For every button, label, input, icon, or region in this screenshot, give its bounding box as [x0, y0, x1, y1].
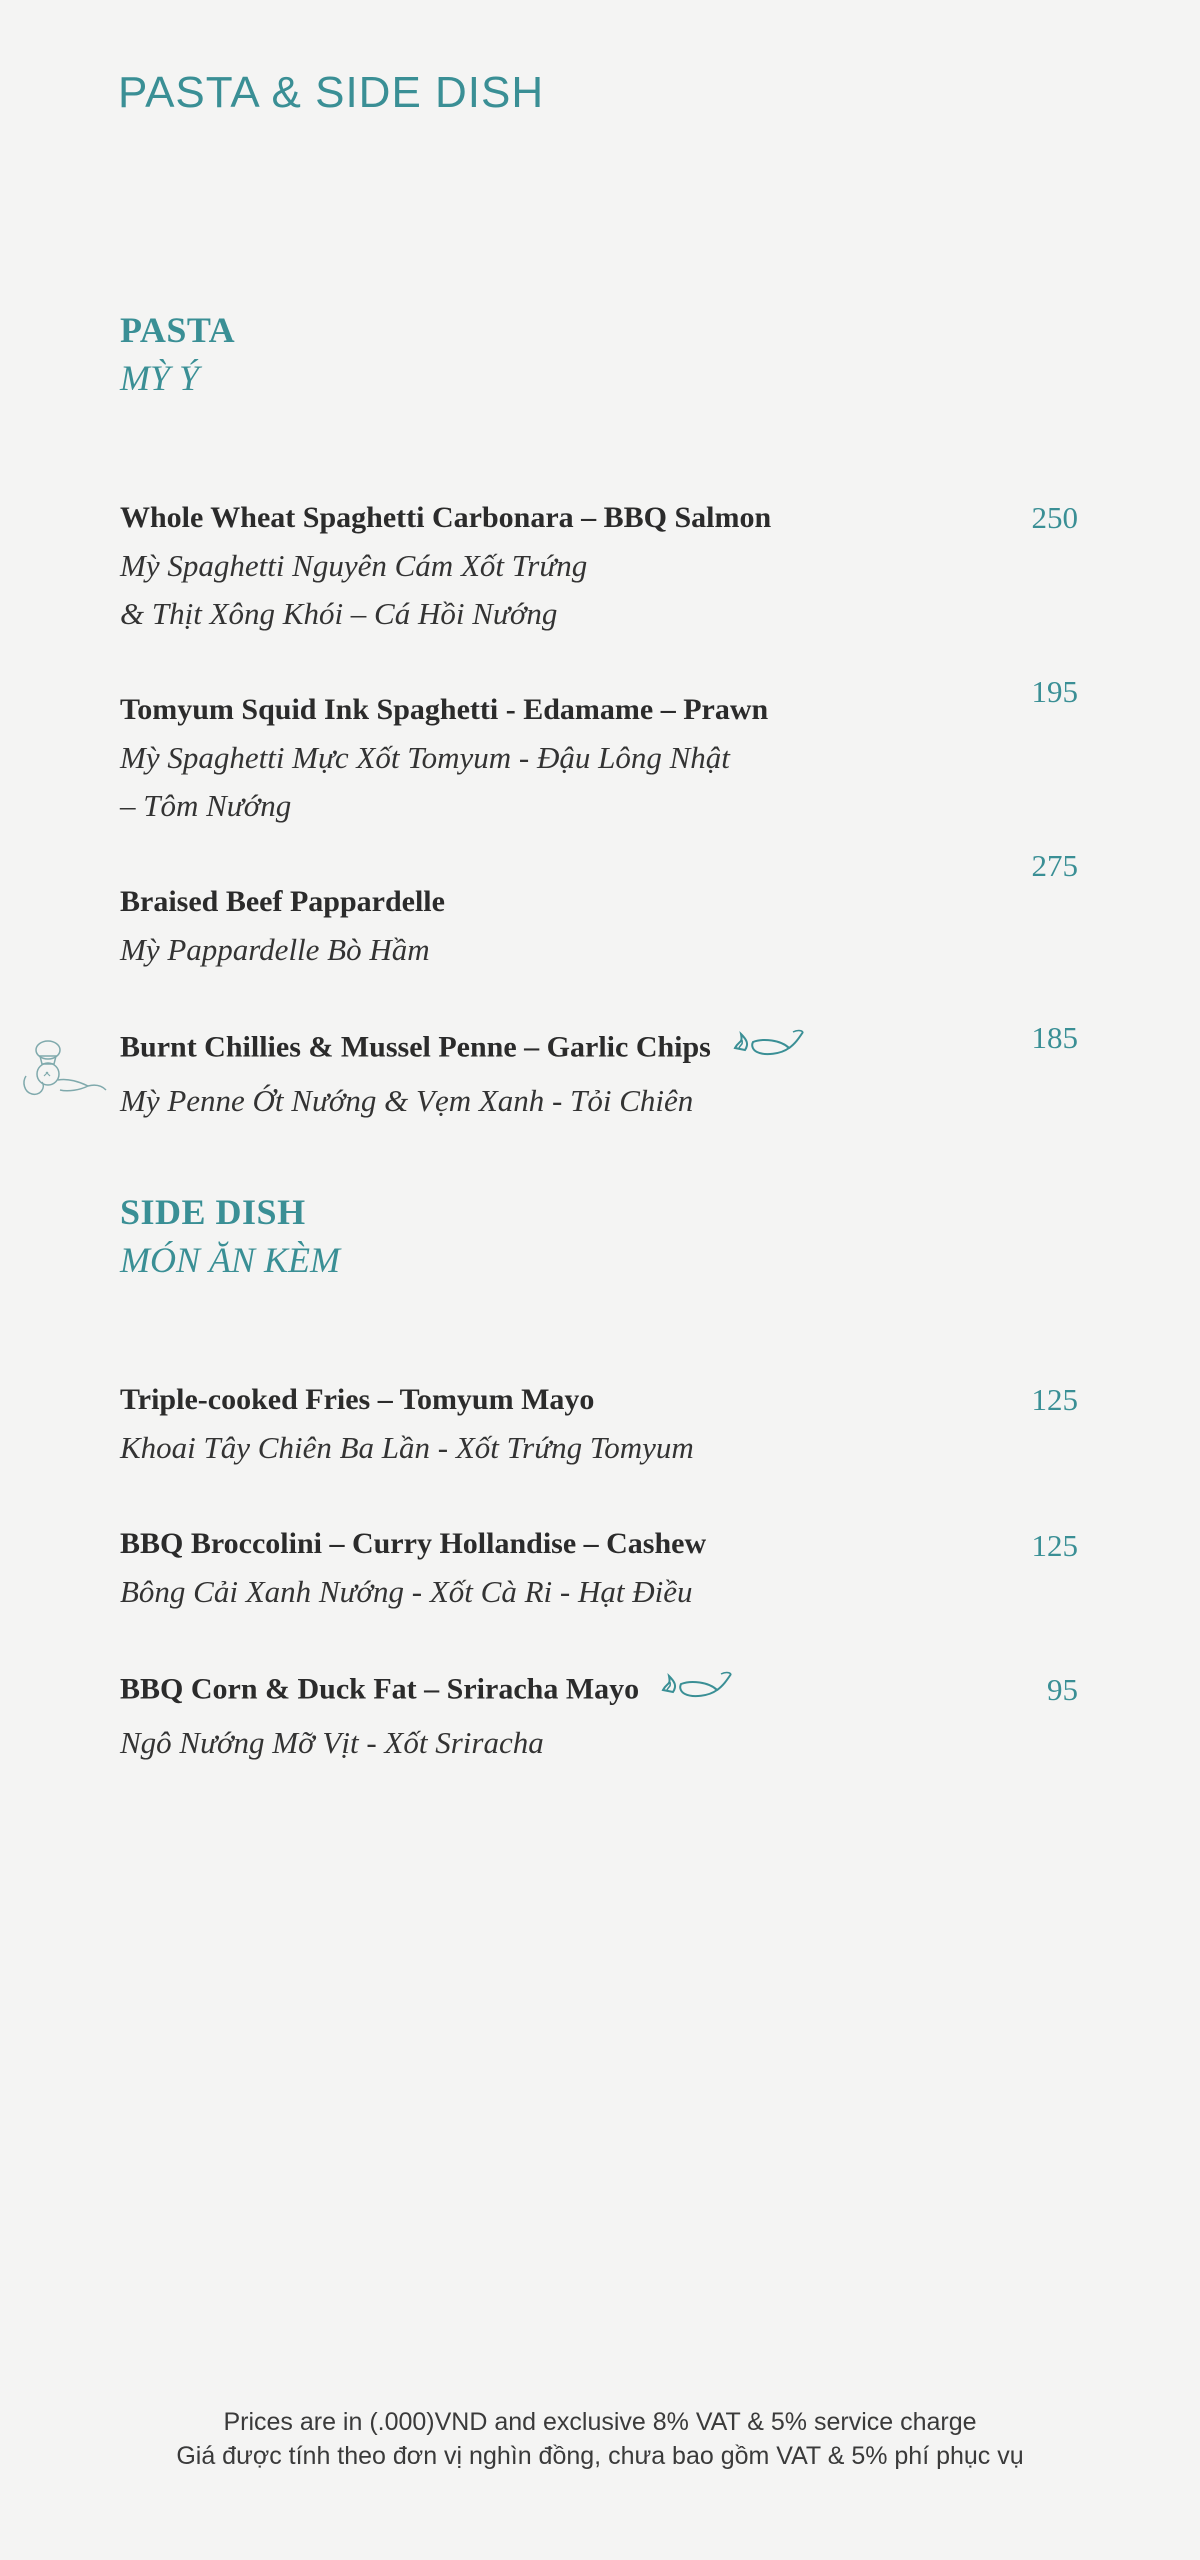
item-name-vi-line2: – Tôm Nướng	[120, 788, 292, 823]
menu-item	[120, 848, 1140, 974]
item-name-vi: Khoai Tây Chiên Ba Lần - Xốt Trứng Tomyum	[120, 1430, 694, 1465]
menu-item	[120, 674, 1140, 830]
menu-item	[120, 1376, 1140, 1472]
chef-mascot-icon	[18, 1036, 110, 1111]
section-title-vi: MÓN ĂN KÈM	[120, 1240, 340, 1280]
item-name-vi: Mỳ Spaghetti Mực Xốt Tomyum - Đậu Lông Nhật	[120, 740, 730, 775]
menu-item	[120, 494, 1140, 638]
spicy-chili-icon	[729, 1018, 807, 1073]
page-title: PASTA & SIDE DISH	[118, 68, 545, 117]
menu-item	[120, 1664, 1140, 1767]
section-side-header	[120, 1188, 340, 1284]
item-price: 125	[1031, 1528, 1078, 1563]
item-name-vi-line2: & Thịt Xông Khói – Cá Hồi Nướng	[120, 596, 558, 631]
menu-item	[120, 1022, 1140, 1125]
item-name-en: Tomyum Squid Ink Spaghetti - Edamame – Prawn	[120, 693, 769, 726]
item-price: 275	[1031, 848, 1078, 883]
section-title-en: PASTA	[120, 310, 236, 350]
spicy-chili-icon	[657, 1660, 735, 1715]
price-footnote	[0, 2405, 1200, 2473]
section-title-vi: MỲ Ý	[120, 358, 200, 398]
section-pasta-header	[120, 306, 235, 402]
item-price: 95	[1047, 1672, 1078, 1707]
footnote-line-vi: Giá được tính theo đơn vị nghìn đồng, chưa bao gồm VAT & 5% phí phục vụ	[176, 2442, 1024, 2470]
item-name-en: BBQ Corn & Duck Fat – Sriracha Mayo	[120, 1672, 640, 1706]
item-name-en: Burnt Chillies & Mussel Penne – Garlic Chips	[120, 1030, 711, 1064]
item-name-vi: Bông Cải Xanh Nướng - Xốt Cà Ri - Hạt Điều	[120, 1574, 693, 1609]
item-name-en: Triple-cooked Fries – Tomyum Mayo	[120, 1383, 595, 1416]
menu-item	[120, 1520, 1140, 1616]
item-name-vi: Ngô Nướng Mỡ Vịt - Xốt Sriracha	[120, 1725, 544, 1760]
item-price: 250	[1031, 500, 1078, 535]
item-name-vi: Mỳ Pappardelle Bò Hầm	[120, 932, 430, 967]
item-name-vi: Mỳ Spaghetti Nguyên Cám Xốt Trứng	[120, 548, 588, 583]
item-name-en: BBQ Broccolini – Curry Hollandise – Cashew	[120, 1527, 707, 1560]
item-name-vi: Mỳ Penne Ớt Nướng & Vẹm Xanh - Tỏi Chiên	[120, 1083, 694, 1118]
item-name-en: Braised Beef Pappardelle	[120, 885, 445, 918]
item-name-en: Whole Wheat Spaghetti Carbonara – BBQ Salmon	[120, 501, 772, 534]
item-price: 125	[1031, 1382, 1078, 1417]
item-price: 185	[1031, 1020, 1078, 1055]
section-title-en: SIDE DISH	[120, 1192, 306, 1232]
footnote-line-en: Prices are in (.000)VND and exclusive 8% VAT & 5% service charge	[223, 2408, 977, 2436]
item-price: 195	[1031, 674, 1078, 709]
